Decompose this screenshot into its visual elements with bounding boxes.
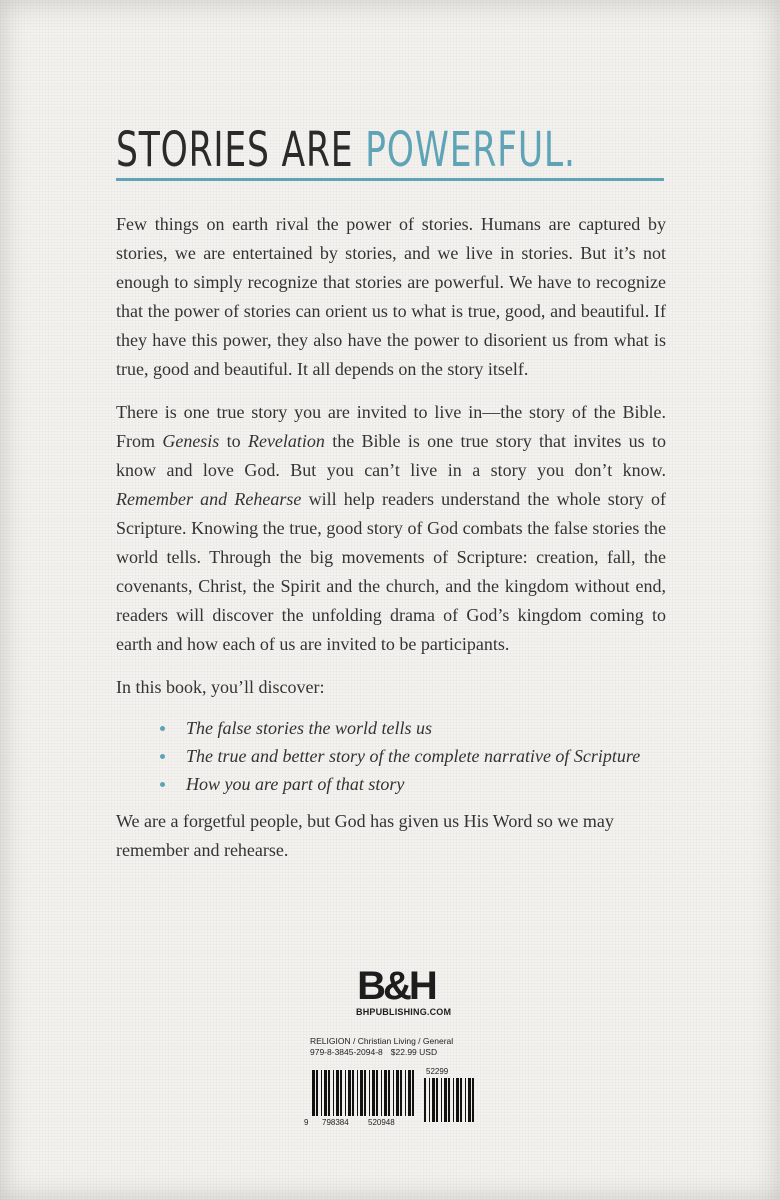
barcode-bar [369, 1070, 370, 1116]
barcode-bar [408, 1070, 411, 1116]
barcode-digits-right: 520948 [368, 1118, 395, 1126]
barcode-bar [400, 1070, 402, 1116]
list-item: The false stories the world tells us [116, 716, 666, 741]
p2-text-d: will help readers understand the whole story of Scripture. Knowing the true, good story of God combats the false stories the world tells. Through the big movements of Scripture: creation, fall, the covenants, Christ, the Spirit and the church, and the kingdom without end, readers will discover the unfolding drama of God’s kingdom coming to earth and how each of us are invited to be participants. [116, 489, 666, 654]
barcode-bar [328, 1070, 330, 1116]
p2-revelation: Revelation [247, 431, 325, 451]
barcode-bar [436, 1078, 438, 1122]
discover-list [116, 716, 666, 797]
barcode-addon-bars [424, 1078, 474, 1122]
barcode-bar [321, 1070, 322, 1116]
barcode-bar [405, 1070, 406, 1116]
barcode-bar [357, 1070, 358, 1116]
barcode-bar [412, 1070, 414, 1116]
blurb [116, 210, 666, 879]
barcode-bar [376, 1070, 378, 1116]
barcode-bar [460, 1078, 462, 1122]
barcode-bar [360, 1070, 363, 1116]
barcode-bar [324, 1070, 327, 1116]
barcode-bar [396, 1070, 399, 1116]
barcode-bar [429, 1078, 430, 1122]
barcode-bar [432, 1078, 435, 1122]
paragraph-4: We are a forgetful people, but God has given us His Word so we may remember and rehearse. [116, 811, 614, 860]
barcode-bar [316, 1070, 318, 1116]
headline-part1: STORIES ARE [116, 122, 366, 178]
barcode-area [304, 1036, 484, 1128]
barcode-bar [345, 1070, 346, 1116]
paragraph-1: Few things on earth rival the power of stories. Humans are captured by stories, we are entertained by stories, and we live in stories. But it’s not enough to simply recognize that stories are powerful. We have to recognize that the power of stories can orient us to what is true, good, and beautiful. If they have this power, they also have the power to disorient us from what is true, good and beautiful. It all depends on the story itself. [116, 214, 666, 379]
barcode-bar [444, 1078, 447, 1122]
barcode-bar [456, 1078, 459, 1122]
barcode-bar [348, 1070, 351, 1116]
barcode-bar [312, 1070, 315, 1116]
barcode-bar [336, 1070, 339, 1116]
list-item: The true and better story of the complete narrative of Scripture [116, 744, 666, 769]
paragraph-2 [116, 398, 666, 659]
headline-part2: POWERFUL. [365, 122, 576, 178]
barcode-addon-number: 52299 [426, 1068, 449, 1076]
barcode-digit-lead: 9 [304, 1118, 309, 1126]
barcode-bar [333, 1070, 334, 1116]
bullet-dot-icon [160, 754, 165, 759]
barcode-digits-left: 798384 [322, 1118, 349, 1126]
barcode-bar [424, 1078, 426, 1122]
barcode-bar [388, 1070, 390, 1116]
bullet-dot-icon [160, 726, 165, 731]
barcode-bar [372, 1070, 375, 1116]
barcode-bar [465, 1078, 466, 1122]
barcode-bar [364, 1070, 366, 1116]
barcode-bar [393, 1070, 394, 1116]
book-meta [304, 1036, 484, 1058]
barcode-bar [441, 1078, 442, 1122]
barcode-bar [468, 1078, 471, 1122]
publisher-logo [356, 964, 452, 1017]
barcode-bar [340, 1070, 342, 1116]
headline-rule [116, 178, 664, 181]
book-category: RELIGION / Christian Living / General [310, 1036, 454, 1046]
publisher-url: BHPUBLISHING.COM [356, 1007, 452, 1017]
p2-text-a: There is one true story you are invited to live in—the story of the Bible. From [116, 402, 666, 451]
barcode-bar [472, 1078, 474, 1122]
book-price: $22.99 USD [390, 1047, 438, 1057]
book-isbn: 979-8-3845-2094-8 [310, 1047, 383, 1057]
p2-text-b: to [219, 431, 248, 451]
p2-genesis: Genesis [162, 431, 220, 451]
publisher-logo-mark: B&H [357, 964, 435, 1008]
list-item: How you are part of that story [116, 772, 666, 797]
paragraph-3: In this book, you’ll discover: [116, 677, 325, 697]
barcode-bar [453, 1078, 454, 1122]
p2-book-title: Remember and Rehearse [116, 489, 302, 509]
headline [116, 120, 676, 180]
barcode-bars [312, 1070, 414, 1116]
barcode-bar [352, 1070, 354, 1116]
barcode-bar [448, 1078, 450, 1122]
bullet-dot-icon [160, 782, 165, 787]
barcode-bar [384, 1070, 387, 1116]
barcode-bar [381, 1070, 382, 1116]
isbn-barcode [304, 1068, 484, 1126]
p2-text-c: the Bible is one true story that invites us to know and love God. But you can’t live in a story you don’t know. [116, 431, 666, 480]
